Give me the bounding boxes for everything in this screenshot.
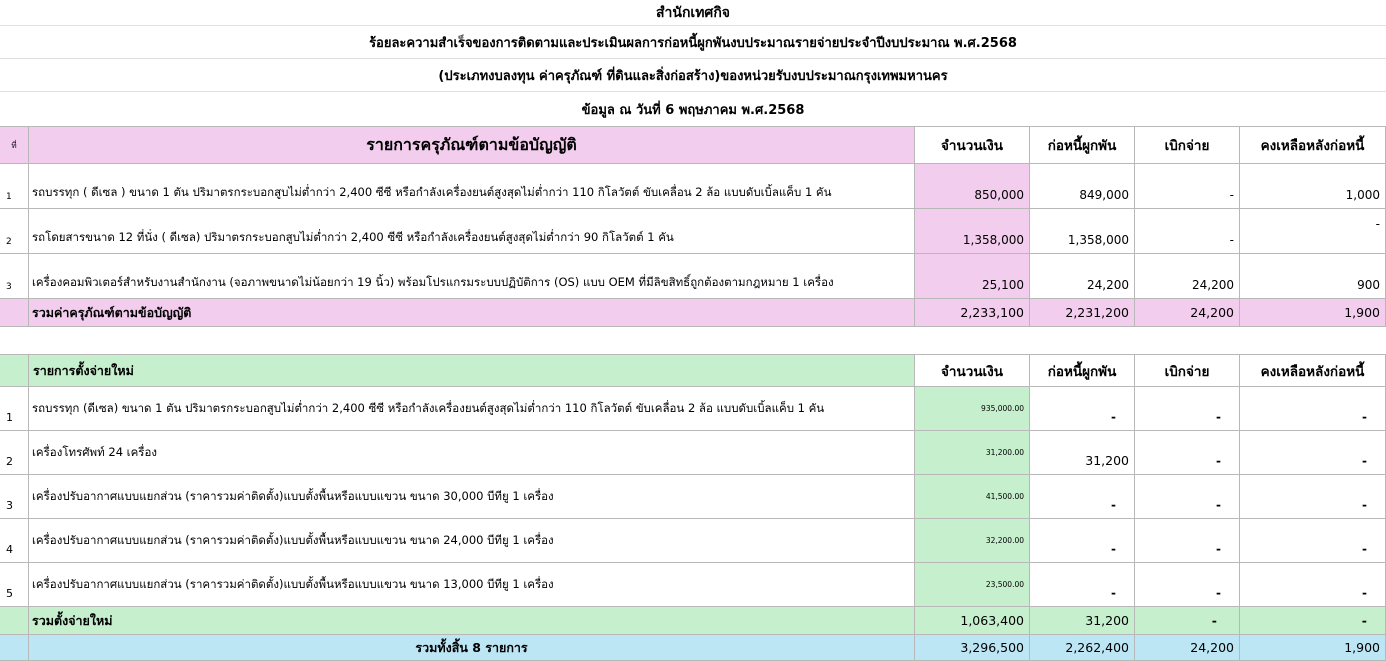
section2-total-row	[0, 607, 1386, 635]
row-index: 1	[0, 387, 29, 431]
table-row	[0, 164, 1386, 209]
report-date: ข้อมูล ณ วันที่ 6 พฤษภาคม พ.ศ.2568	[581, 102, 805, 118]
report-date-row	[0, 92, 1386, 127]
row-amount: 25,100	[915, 254, 1030, 299]
row-index: 3	[0, 475, 29, 519]
row-committed: 24,200	[1030, 254, 1135, 299]
row-index: 5	[0, 563, 29, 607]
row-disbursed: -	[1135, 475, 1240, 519]
report-title-row	[0, 26, 1386, 59]
row-index: 3	[0, 254, 29, 299]
row-description: รถบรรทุก (ดีเซล) ขนาด 1 ตัน ปริมาตรกระบอกสูบไม่ต่ำกว่า 2,400 ซีซี หรือกำลังเครื่องยนต์สูงสุดไม่ต่ำกว่า 110 กิโลวัตต์ ขับเคลื่อน 2 ล้อ แบบดับเบิ้ลแค็บ 1 คัน	[29, 387, 915, 431]
report-subtitle: (ประเภทงบลงทุน ค่าครุภัณฑ์ ที่ดินและสิ่งก่อสร้าง)ของหน่วยรับงบประมาณกรุงเทพมหานคร	[438, 68, 948, 84]
col-remaining-header: คงเหลือหลังก่อหนี้	[1240, 355, 1386, 387]
row-committed: 1,358,000	[1030, 209, 1135, 254]
row-amount: 23,500.00	[915, 563, 1030, 607]
total-index-cell	[0, 607, 29, 635]
col-item-header: รายการครุภัณฑ์ตามข้อบัญญัติ	[29, 127, 915, 164]
row-disbursed: -	[1135, 209, 1240, 254]
row-description: เครื่องคอมพิวเตอร์สำหรับงานสำนักงาน (จอภาพขนาดไม่น้อยกว่า 19 นิ้ว) พร้อมโปรแกรมระบบปฏิบัติการ (OS) แบบ OEM ที่มีลิขสิทธิ์ถูกต้องตามกฎหมาย 1 เครื่อง	[29, 254, 915, 299]
grand-total-committed: 2,262,400	[1030, 635, 1135, 661]
table-row	[0, 563, 1386, 607]
row-remaining: -	[1240, 563, 1386, 607]
section2-total-committed: 31,200	[1030, 607, 1135, 635]
row-description: เครื่องปรับอากาศแบบแยกส่วน (ราคารวมค่าติดตั้ง)แบบตั้งพื้นหรือแบบแขวน ขนาด 24,000 บีทียู 1 เครื่อง	[29, 519, 915, 563]
row-committed: -	[1030, 475, 1135, 519]
col-amount-header: จำนวนเงิน	[915, 355, 1030, 387]
table-row	[0, 475, 1386, 519]
row-committed: -	[1030, 387, 1135, 431]
row-description: รถโดยสารขนาด 12 ที่นั่ง ( ดีเซล) ปริมาตรกระบอกสูบไม่ต่ำกว่า 2,400 ซีซี หรือกำลังเครื่องยนต์สูงสุดไม่ต่ำกว่า 90 กิโลวัตต์ 1 คัน	[29, 209, 915, 254]
row-remaining: -	[1240, 209, 1386, 254]
org-title: สำนักเทศกิจ	[655, 4, 731, 21]
col-amount-header: จำนวนเงิน	[915, 127, 1030, 164]
row-amount: 1,358,000	[915, 209, 1030, 254]
row-index: 2	[0, 431, 29, 475]
row-amount: 32,200.00	[915, 519, 1030, 563]
section2-total-disbursed: -	[1135, 607, 1240, 635]
row-amount: 935,000.00	[915, 387, 1030, 431]
section1-total-label: รวมค่าครุภัณฑ์ตามข้อบัญญัติ	[29, 299, 915, 327]
section1-total-committed: 2,231,200	[1030, 299, 1135, 327]
col-committed-header: ก่อหนี้ผูกพัน	[1030, 127, 1135, 164]
col-disbursed-header: เบิกจ่าย	[1135, 127, 1240, 164]
total-index-cell	[0, 635, 29, 661]
table-row	[0, 254, 1386, 299]
row-disbursed: -	[1135, 387, 1240, 431]
section1-total-amount: 2,233,100	[915, 299, 1030, 327]
row-index: 4	[0, 519, 29, 563]
row-remaining: -	[1240, 431, 1386, 475]
row-committed: -	[1030, 519, 1135, 563]
row-amount: 850,000	[915, 164, 1030, 209]
org-title-row	[0, 0, 1386, 26]
col-remaining-header: คงเหลือหลังก่อหนี้	[1240, 127, 1386, 164]
report-subtitle-row	[0, 59, 1386, 92]
report-title: ร้อยละความสำเร็จของการติดตามและประเมินผลการก่อหนี้ผูกพันงบประมาณรายจ่ายประจำปีงบประมาณ พ.ศ.2568	[369, 35, 1017, 51]
col-disbursed-header: เบิกจ่าย	[1135, 355, 1240, 387]
table-row	[0, 431, 1386, 475]
row-description: เครื่องโทรศัพท์ 24 เครื่อง	[29, 431, 915, 475]
section1-header-row	[0, 127, 1386, 164]
section2-total-remaining: -	[1240, 607, 1386, 635]
section2-header-row	[0, 355, 1386, 387]
section1-total-remaining: 1,900	[1240, 299, 1386, 327]
row-amount: 41,500.00	[915, 475, 1030, 519]
grand-total-disbursed: 24,200	[1135, 635, 1240, 661]
row-committed: 849,000	[1030, 164, 1135, 209]
row-disbursed: -	[1135, 431, 1240, 475]
row-description: รถบรรทุก ( ดีเซล ) ขนาด 1 ตัน ปริมาตรกระบอกสูบไม่ต่ำกว่า 2,400 ซีซี หรือกำลังเครื่องยนต์สูงสุดไม่ต่ำกว่า 110 กิโลวัตต์ ขับเคลื่อน 2 ล้อ แบบดับเบิ้ลแค็บ 1 คัน	[29, 164, 915, 209]
row-description: เครื่องปรับอากาศแบบแยกส่วน (ราคารวมค่าติดตั้ง)แบบตั้งพื้นหรือแบบแขวน ขนาด 13,000 บีทียู 1 เครื่อง	[29, 563, 915, 607]
row-remaining: 900	[1240, 254, 1386, 299]
row-remaining: -	[1240, 519, 1386, 563]
section2-title: รายการตั้งจ่ายใหม่	[29, 355, 915, 387]
row-remaining: -	[1240, 387, 1386, 431]
row-amount: 31,200.00	[915, 431, 1030, 475]
table-row	[0, 519, 1386, 563]
col-idx-header: ที่	[0, 127, 29, 164]
section1-total-disbursed: 24,200	[1135, 299, 1240, 327]
col-committed-header: ก่อหนี้ผูกพัน	[1030, 355, 1135, 387]
spacer-row	[0, 327, 1386, 355]
row-committed: -	[1030, 563, 1135, 607]
grand-total-amount: 3,296,500	[915, 635, 1030, 661]
row-remaining: 1,000	[1240, 164, 1386, 209]
row-disbursed: -	[1135, 519, 1240, 563]
table-row	[0, 387, 1386, 431]
row-description: เครื่องปรับอากาศแบบแยกส่วน (ราคารวมค่าติดตั้ง)แบบตั้งพื้นหรือแบบแขวน ขนาด 30,000 บีทียู 1 เครื่อง	[29, 475, 915, 519]
section1-total-row	[0, 299, 1386, 327]
row-committed: 31,200	[1030, 431, 1135, 475]
total-index-cell	[0, 299, 29, 327]
row-disbursed: -	[1135, 164, 1240, 209]
row-index: 1	[0, 164, 29, 209]
row-remaining: -	[1240, 475, 1386, 519]
row-disbursed: 24,200	[1135, 254, 1240, 299]
section2-total-amount: 1,063,400	[915, 607, 1030, 635]
row-index: 2	[0, 209, 29, 254]
grand-total-remaining: 1,900	[1240, 635, 1386, 661]
grand-total-row	[0, 635, 1386, 661]
table-row	[0, 209, 1386, 254]
row-disbursed: -	[1135, 563, 1240, 607]
grand-total-label: รวมทั้งสิ้น 8 รายการ	[29, 635, 915, 661]
section2-total-label: รวมตั้งจ่ายใหม่	[29, 607, 915, 635]
section2-idx-header	[0, 355, 29, 387]
